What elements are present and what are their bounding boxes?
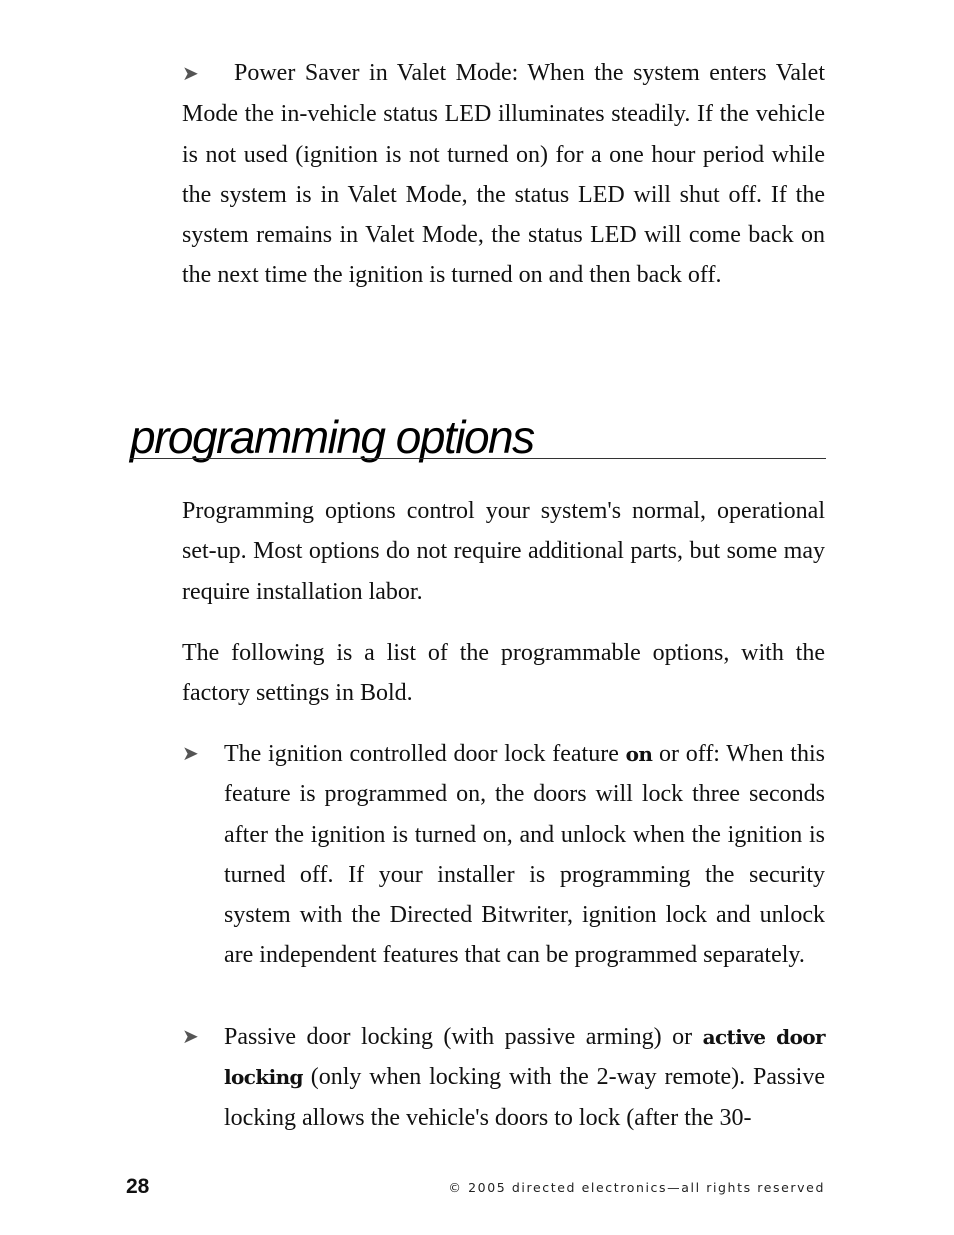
heading-rule	[130, 458, 826, 459]
power-saver-text: Power Saver in Valet Mode: When the system enters Valet Mode the in-vehicle status LED illuminates steadily. If the vehicle is not used (ignition is not turned on) for a one hour period while the system is in Valet Mode, the status LED will shut off. If the system remains in Valet Mode, the status LED will come back on the next time the ignition is turned on and then back off.	[182, 60, 825, 289]
option-text	[224, 734, 825, 976]
option-text	[224, 1017, 825, 1138]
factory-setting-bold: on	[625, 742, 653, 766]
option-item-door-locking	[182, 1017, 825, 1138]
option-item-ignition-lock	[182, 734, 825, 976]
bullet-arrow-icon: ➤	[182, 63, 199, 85]
bullet-arrow-icon: ➤	[182, 1026, 199, 1048]
option-text-before: The ignition controlled door lock feature	[224, 741, 626, 767]
option-text-after: or off: When this feature is programmed on, the doors will lock three seconds after the ignition is turned on, and unlock when the ignition is turned off. If your installer is programming the security system with the Directed Bitwriter, ignition lock and unlock are independent features that can be programmed separately.	[224, 741, 825, 969]
copyright-footer: © 2005 directed electronics—all rights reserved	[448, 1180, 825, 1195]
section-heading: programming options	[130, 411, 534, 463]
factory-setting-bold: active door locking	[224, 1025, 825, 1090]
power-saver-bullet	[182, 53, 825, 296]
option-text-after: (only when locking with the 2-way remote). Passive locking allows the vehicle's doors to lock (after the 30-	[224, 1064, 825, 1131]
bullet-arrow-icon: ➤	[182, 743, 199, 765]
intro-paragraph-2: The following is a list of the programmable options, with the factory settings in Bold.	[182, 640, 825, 707]
intro-paragraph-1: Programming options control your system's normal, operational set-up. Most options do not require additional parts, but some may require installation labor.	[182, 498, 825, 605]
option-text-before: Passive door locking (with passive arming) or	[224, 1024, 703, 1050]
page-number: 28	[126, 1175, 150, 1198]
